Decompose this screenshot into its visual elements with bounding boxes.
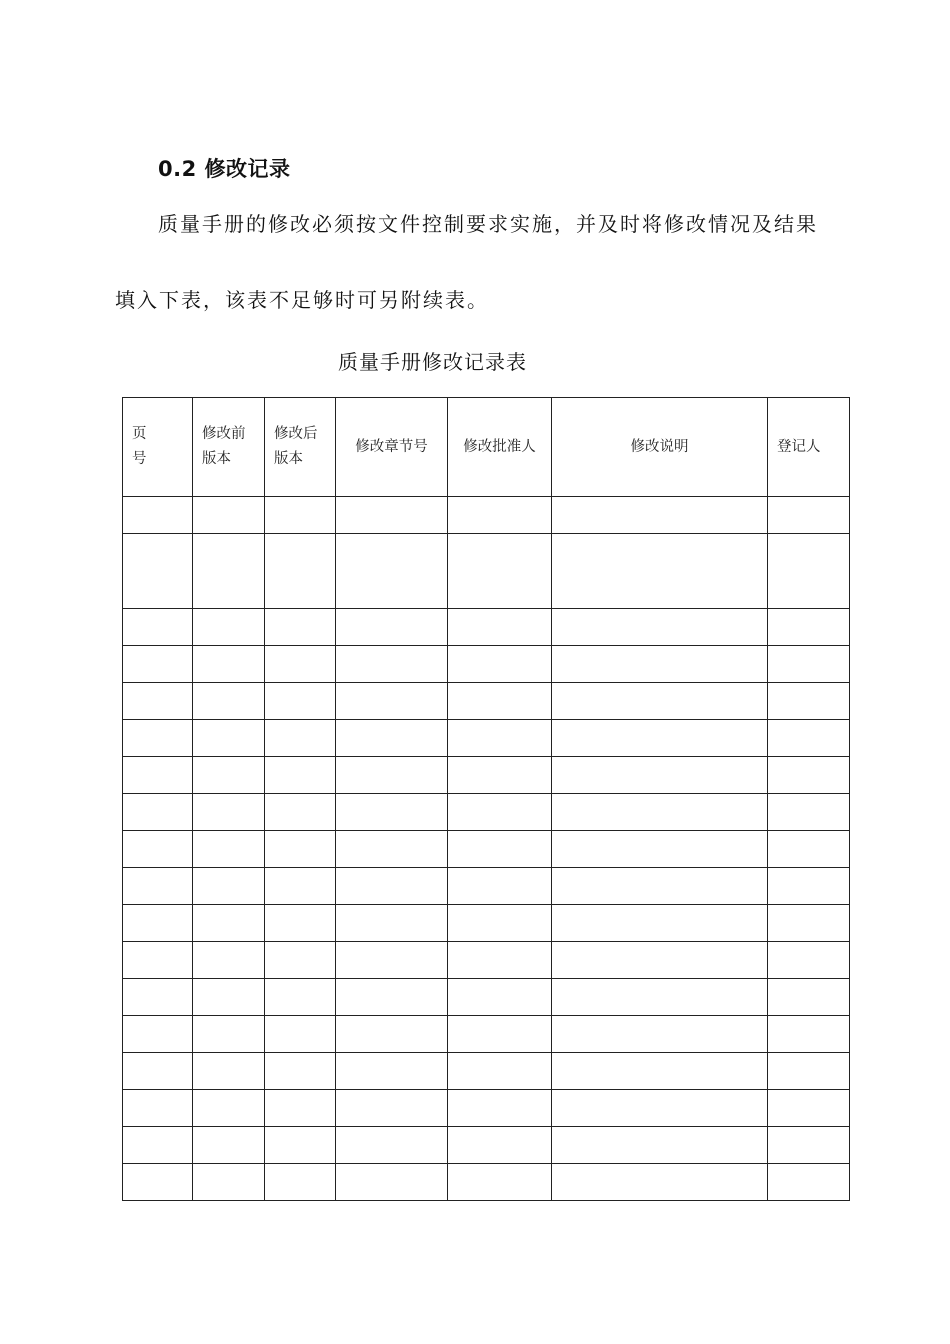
table-row xyxy=(123,1127,850,1164)
table-cell xyxy=(336,794,448,831)
table-cell xyxy=(768,534,850,609)
table-cell xyxy=(768,497,850,534)
table-cell xyxy=(123,1090,193,1127)
table-cell xyxy=(552,1127,768,1164)
table-cell xyxy=(448,1127,552,1164)
table-cell xyxy=(123,1016,193,1053)
table-cell xyxy=(552,609,768,646)
table-cell xyxy=(768,683,850,720)
table-cell xyxy=(193,757,265,794)
table-cell xyxy=(265,609,336,646)
table-cell xyxy=(193,868,265,905)
table-cell xyxy=(552,1090,768,1127)
table-cell xyxy=(193,1016,265,1053)
table-cell xyxy=(123,497,193,534)
table-cell xyxy=(448,720,552,757)
table-cell xyxy=(448,831,552,868)
table-cell xyxy=(448,757,552,794)
table-cell xyxy=(336,942,448,979)
table-cell xyxy=(123,905,193,942)
table-header-row xyxy=(123,398,850,497)
table-cell xyxy=(552,1164,768,1201)
table-cell xyxy=(193,609,265,646)
table-cell xyxy=(193,1053,265,1090)
table-cell xyxy=(768,905,850,942)
table-cell xyxy=(123,646,193,683)
table-cell xyxy=(768,942,850,979)
table-cell xyxy=(768,1127,850,1164)
table-cell xyxy=(265,720,336,757)
table-cell xyxy=(265,1127,336,1164)
table-cell xyxy=(768,831,850,868)
table-cell xyxy=(193,905,265,942)
table-cell xyxy=(265,1164,336,1201)
table-cell xyxy=(336,1053,448,1090)
table-cell xyxy=(336,646,448,683)
table-cell xyxy=(265,683,336,720)
revision-record-table xyxy=(122,397,850,1201)
table-cell xyxy=(123,979,193,1016)
table-cell xyxy=(768,757,850,794)
table-cell xyxy=(265,905,336,942)
table-cell xyxy=(123,720,193,757)
table-cell xyxy=(265,1016,336,1053)
table-cell xyxy=(336,831,448,868)
table-cell xyxy=(123,1127,193,1164)
table-cell xyxy=(768,720,850,757)
table-cell xyxy=(123,609,193,646)
table-cell xyxy=(768,868,850,905)
table-cell xyxy=(193,1090,265,1127)
table-cell xyxy=(448,868,552,905)
table-cell xyxy=(768,646,850,683)
table-cell xyxy=(123,794,193,831)
table-cell xyxy=(552,497,768,534)
table-cell xyxy=(768,1053,850,1090)
table-cell xyxy=(552,979,768,1016)
table-cell xyxy=(336,497,448,534)
table-cell xyxy=(768,979,850,1016)
table-row xyxy=(123,497,850,534)
table-cell xyxy=(448,942,552,979)
table-cell xyxy=(768,1164,850,1201)
table-cell xyxy=(448,497,552,534)
table-cell xyxy=(552,905,768,942)
table-cell xyxy=(448,1164,552,1201)
table-row xyxy=(123,757,850,794)
table-cell xyxy=(193,534,265,609)
table-cell xyxy=(336,757,448,794)
table-cell xyxy=(336,868,448,905)
table-cell xyxy=(193,1127,265,1164)
table-cell xyxy=(336,720,448,757)
table-cell xyxy=(336,683,448,720)
table-cell xyxy=(552,720,768,757)
table-cell xyxy=(552,831,768,868)
table-row xyxy=(123,1016,850,1053)
table-cell xyxy=(552,942,768,979)
table-cell xyxy=(265,868,336,905)
table-cell xyxy=(448,905,552,942)
table-row xyxy=(123,646,850,683)
table-cell xyxy=(768,609,850,646)
table-cell xyxy=(123,683,193,720)
header-page-no: 页号 xyxy=(123,398,193,497)
table-cell xyxy=(193,831,265,868)
table-cell xyxy=(448,794,552,831)
table-row xyxy=(123,1164,850,1201)
table-cell xyxy=(768,794,850,831)
table-cell xyxy=(123,757,193,794)
table-cell xyxy=(552,534,768,609)
table-row xyxy=(123,942,850,979)
table-cell xyxy=(265,1090,336,1127)
table-row xyxy=(123,1053,850,1090)
table-cell xyxy=(552,868,768,905)
table-cell xyxy=(768,1016,850,1053)
table-cell xyxy=(193,794,265,831)
table-cell xyxy=(193,497,265,534)
table-row xyxy=(123,534,850,609)
table-cell xyxy=(448,1016,552,1053)
table-cell xyxy=(768,1090,850,1127)
table-cell xyxy=(552,794,768,831)
table-cell xyxy=(265,831,336,868)
table-cell xyxy=(448,979,552,1016)
table-row xyxy=(123,794,850,831)
table-cell xyxy=(265,942,336,979)
header-description: 修改说明 xyxy=(552,398,768,497)
table-row xyxy=(123,979,850,1016)
table-cell xyxy=(123,1053,193,1090)
table-row xyxy=(123,905,850,942)
table-cell xyxy=(552,1016,768,1053)
table-cell xyxy=(336,1127,448,1164)
table-row xyxy=(123,868,850,905)
table-title: 质量手册修改记录表 xyxy=(338,350,527,374)
table-cell xyxy=(336,905,448,942)
header-recorder: 登记人 xyxy=(768,398,850,497)
table-cell xyxy=(193,720,265,757)
table-cell xyxy=(448,534,552,609)
table-cell xyxy=(193,1164,265,1201)
table-cell xyxy=(448,609,552,646)
table-cell xyxy=(336,979,448,1016)
table-cell xyxy=(123,942,193,979)
table-cell xyxy=(448,1090,552,1127)
table-cell xyxy=(193,646,265,683)
section-heading: 0.2 修改记录 xyxy=(158,157,291,181)
table-cell xyxy=(552,757,768,794)
table-cell xyxy=(336,534,448,609)
table-cell xyxy=(552,646,768,683)
table-row xyxy=(123,1090,850,1127)
table-cell xyxy=(448,683,552,720)
table-row xyxy=(123,720,850,757)
table-cell xyxy=(193,979,265,1016)
table-cell xyxy=(336,609,448,646)
header-version-after: 修改后版本 xyxy=(265,398,336,497)
table-cell xyxy=(448,646,552,683)
table-cell xyxy=(265,794,336,831)
header-chapter: 修改章节号 xyxy=(336,398,448,497)
table-cell xyxy=(123,868,193,905)
table-cell xyxy=(336,1016,448,1053)
header-approver: 修改批准人 xyxy=(448,398,552,497)
table-cell xyxy=(552,683,768,720)
table-cell xyxy=(265,979,336,1016)
table-cell xyxy=(265,497,336,534)
intro-paragraph-line-2: 填入下表，该表不足够时可另附续表。 xyxy=(115,288,489,312)
intro-paragraph-line-1: 质量手册的修改必须按文件控制要求实施，并及时将修改情况及结果 xyxy=(158,212,818,236)
table-cell xyxy=(448,1053,552,1090)
table-body xyxy=(123,497,850,1201)
table-row xyxy=(123,831,850,868)
table-cell xyxy=(265,757,336,794)
table-cell xyxy=(265,534,336,609)
table-row xyxy=(123,683,850,720)
table-cell xyxy=(123,534,193,609)
table-cell xyxy=(193,942,265,979)
table-cell xyxy=(265,646,336,683)
table-cell xyxy=(193,683,265,720)
table-cell xyxy=(336,1164,448,1201)
table-cell xyxy=(123,1164,193,1201)
table-cell xyxy=(552,1053,768,1090)
header-version-before: 修改前版本 xyxy=(193,398,265,497)
table-cell xyxy=(123,831,193,868)
table-cell xyxy=(336,1090,448,1127)
table-row xyxy=(123,609,850,646)
table-cell xyxy=(265,1053,336,1090)
